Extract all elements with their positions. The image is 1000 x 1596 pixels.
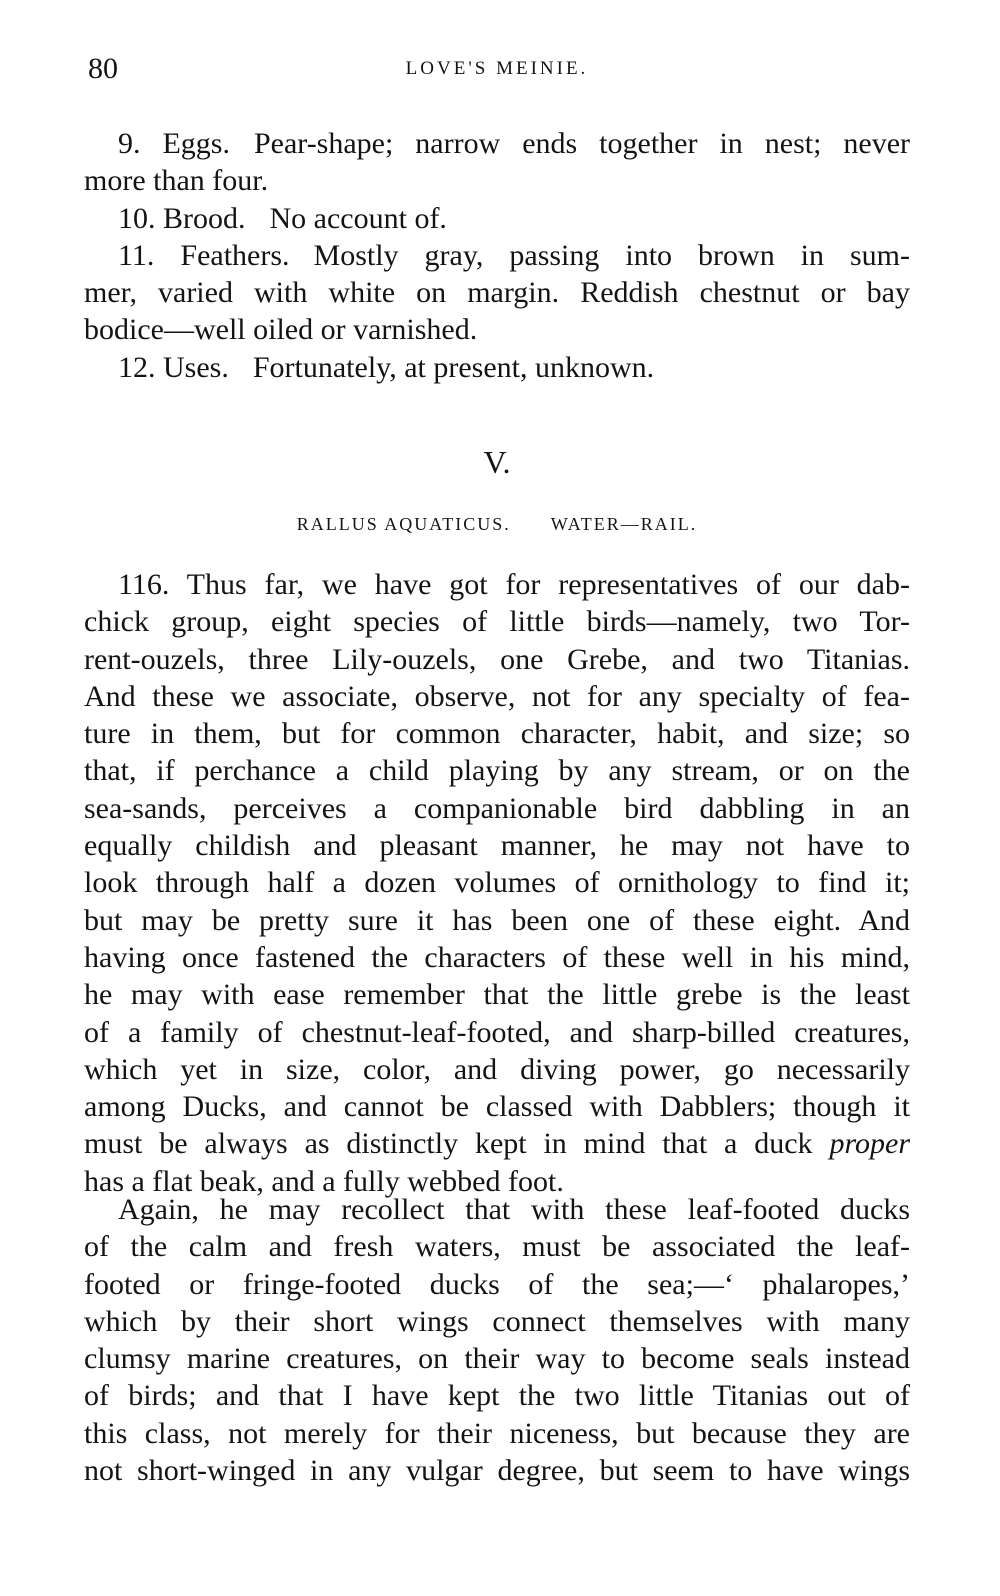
- item-label: Brood.: [163, 201, 246, 235]
- list-item-11-cont: mer, varied with white on margin. Reddish chestnut or bay: [84, 276, 910, 310]
- item-text: Mostly gray, passing into brown in sum-: [313, 238, 911, 272]
- list-block: [84, 125, 910, 386]
- list-item-10: [84, 200, 910, 237]
- text-line: but may be pretty sure it has been one of these eight. And: [84, 903, 910, 937]
- list-item-11: [84, 237, 910, 274]
- latin-name: RALLUS AQUATICUS.: [296, 514, 511, 534]
- text-line: of a family of chestnut-leaf-footed, and sharp-billed creatures,: [84, 1015, 910, 1049]
- item-text: Pear-shape; narrow ends together in nest; never: [253, 127, 911, 160]
- item-number: 12.: [118, 350, 156, 384]
- text-line: having once fastened the characters of these well in his mind,: [84, 940, 910, 974]
- text-line: Again, he may recollect that with these leaf-footed ducks: [118, 1193, 910, 1226]
- common-name: WATER—RAIL.: [550, 514, 698, 534]
- text-line: look through half a dozen volumes of ornithology to find it;: [84, 866, 910, 900]
- text-run: must be always as distinctly kept in mind that a duck: [84, 1127, 830, 1161]
- list-item-12: [84, 349, 910, 386]
- text-line: has a flat beak, and a fully webbed foot.: [84, 1164, 564, 1198]
- item-label: Feathers.: [180, 238, 290, 272]
- text-line: he may with ease remember that the little grebe is the least: [84, 978, 910, 1012]
- list-item-9: [84, 125, 910, 162]
- text-line: sea-sands, perceives a companionable bird dabbling in an: [84, 791, 910, 825]
- text-line: And these we associate, observe, not for any specialty of fea-: [84, 679, 910, 713]
- item-number: 11.: [118, 238, 155, 272]
- text-line: of the calm and fresh waters, must be associated the leaf-: [84, 1230, 910, 1264]
- item-number: 10.: [118, 201, 156, 235]
- text-line: which yet in size, color, and diving power, go necessarily: [84, 1052, 910, 1086]
- paragraph-116: [84, 566, 910, 1200]
- item-label: Uses.: [163, 350, 229, 384]
- text-line: this class, not merely for their niceness, but because they are: [84, 1416, 910, 1450]
- item-label: Eggs.: [162, 127, 230, 160]
- section-numeral: V.: [483, 444, 511, 480]
- running-title: LOVE'S MEINIE.: [405, 58, 589, 79]
- running-head: [84, 52, 910, 88]
- text-line: chick group, eight species of little birds—namely, two Tor-: [84, 605, 910, 639]
- list-item-9-cont: more than four.: [84, 164, 269, 198]
- text-line: 116. Thus far, we have got for representatives of our dab-: [118, 568, 910, 601]
- text-line: [84, 1125, 910, 1162]
- text-line: equally childish and pleasant manner, he may not have to: [84, 829, 910, 863]
- paragraph-2: [84, 1191, 910, 1489]
- text-line: among Ducks, and cannot be classed with Dabblers; though it: [84, 1090, 910, 1124]
- section-heading: [84, 514, 910, 535]
- text-line: that, if perchance a child playing by any stream, or on the: [84, 754, 910, 788]
- text-line: clumsy marine creatures, on their way to become seals instead: [84, 1342, 910, 1376]
- italic-word: proper: [829, 1127, 910, 1161]
- text-line: footed or fringe-footed ducks of the sea;—‘ phalaropes,’: [84, 1267, 910, 1301]
- text-line: ture in them, but for common character, habit, and size; so: [84, 717, 910, 751]
- item-text: No account of.: [269, 201, 447, 235]
- text-line: rent-ouzels, three Lily-ouzels, one Grebe, and two Titanias.: [84, 642, 910, 676]
- list-item-11-cont: bodice—well oiled or varnished.: [84, 313, 478, 347]
- text-line: of birds; and that I have kept the two little Titanias out of: [84, 1379, 910, 1413]
- page-number: 80: [88, 52, 118, 85]
- text-line: which by their short wings connect themselves with many: [84, 1304, 910, 1338]
- text-line: not short-winged in any vulgar degree, but seem to have wings: [84, 1454, 910, 1488]
- item-number: 9.: [118, 127, 141, 160]
- item-text: Fortunately, at present, unknown.: [252, 350, 655, 384]
